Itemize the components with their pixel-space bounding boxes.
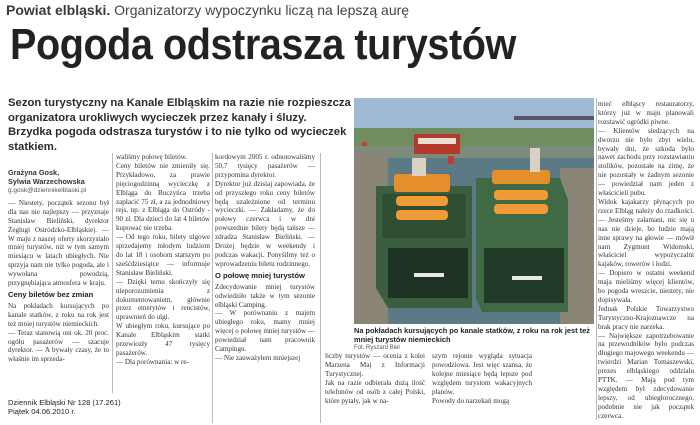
kicker-title: Organizatorzy wypoczynku liczą na lepszą aurę [114, 2, 410, 18]
article-column-1 [8, 168, 109, 392]
lead-paragraph: Sezon turystyczny na Kanale Elbląskim na razie nie rozpieszcza organizatora urokliwych wycieczek przez kanały i śluzy. Brzydka pogoda odstrasza turystów i to nie tylko od wycieczek statkiem. [8, 97, 351, 153]
newspaper-issue: Dziennik Elbląski Nr 128 (17.261) [8, 398, 121, 407]
article-column-6 [598, 100, 694, 420]
paragraph: — Dzięki temu skończyły się nieporozumienia z dokumentowaniem, głównie przez emerytów i rencistów, uprawnień do ulgi. [116, 277, 210, 322]
column-divider [320, 153, 321, 423]
paragraph: szym rejonie wygląda sytuacja powodziowa. Jest więc szansa, że kolejne miesiące będą lepsze pod względem turystom wakacyjnych planów. [432, 352, 532, 396]
paragraph: — Niestety, początek sezonu był dla nas nie najlepszy — przyznaje Stanisław Bieliński, dyrektor Żeglugi Ostródzko-Elbląskiej. — W maju z naszej oferty skorzystało mniej turystów, niż w tym samym miesiącu w latach ubiegłych. Nie sprzyja nam nie tylko pogoda, ale i wywołana powodzią, przygnębiająca atmosfera w kraju. [8, 198, 109, 288]
paragraph: Jednak Polskie Towarzystwo Turystyczno-Krajoznawcze na brak pracy nie narzeka. [598, 304, 694, 331]
article-column-4 [325, 352, 425, 422]
publication-date: Piątek 04.06.2010 r. [8, 407, 76, 416]
photo-caption [354, 326, 594, 353]
paragraph: Widok kajakarzy płynących po rzece Elbląg należy do rzadkości. — Jesteśmy załamani, nic się u nas nie dzieje, bo ludzie mają inne sprawy na głowie — mówił nam Zygmunt Widomski, właściciel wypożyczalni kajaków, rowerów i łodzi. [598, 197, 694, 269]
article-column-5 [432, 352, 532, 422]
paragraph: — Dla porównania: w re- [116, 357, 189, 366]
caption-text: Na pokładach kursujących po kanale statków, z roku na rok jest też mniej turystów niemieckich [354, 326, 590, 344]
paragraph: Jak na razie odbierała dużą ilość telefonów od osób z całej Polski, które pytały, jak w na- [325, 378, 425, 405]
byline [8, 168, 109, 186]
article-kicker [6, 2, 409, 18]
paragraph: — Klientów siedzących na dworzu nie było zbyt wielu, bywały dni, że szkoda było nawet zachodu przy rozstawianiu stolików, pozostałe na zimę, że nie pozostały w żadnym sezonie — powiedział nam jeden z właścicieli pubu. [598, 126, 694, 198]
column-divider [212, 153, 213, 423]
paragraph: mieć elbląscy restauratorzy, którzy już w maju planowali rozstawić ogródki piwne. [598, 100, 694, 126]
author-name: Grażyna Gosk, [8, 168, 60, 177]
author-email: g.gosk@dziennikelblaski.pl [8, 187, 87, 194]
paragraph: — W porównaniu z majem ubiegłego roku, mamy mniej więcej o połowę mniej turystów — powiedział nam pracownik Campingu. [215, 309, 315, 354]
subheading: Ceny biletów bez zmian [8, 289, 94, 299]
canal-boats-photo [354, 98, 594, 324]
paragraph: liczby turystów — ocenia z kolei Marzena Maj z Informacji Turystycznej. [325, 352, 425, 378]
paragraph: kordowym 2005 r. odnotowaliśmy 50,7 tysięcy pasażerów — przypomina dyrektor. [215, 153, 315, 179]
column-divider [596, 98, 597, 420]
column-divider [112, 153, 113, 393]
author-name: Sylwia Warzechowska [8, 177, 85, 186]
paragraph: W ubiegłym roku, kursujące po Kanale Elbląskim statki przewiozły 47 tysięcy pasażerów. [116, 322, 210, 357]
article-column-2 [116, 153, 210, 423]
source-info [8, 398, 121, 416]
paragraph: Na pokładach kursujących po kanale statków, z roku na rok jest też mniej turystów niemieckich. [8, 301, 109, 328]
paragraph: — Dopiero w ostatni weekend maja mieliśmy więcej klientów, bo pogoda wreszcie, niestety, nie dopisywała. [598, 269, 694, 304]
paragraph: — Największe zapotrzebowanie na przewodników było podczas długiego majowego weekendu — twierdzi Marian Tomaszewski, prezes elbląskiego oddziału PTTK. — Mają pod tym względem był zdecydowanie lepszy, od ubiegłorocznego, podobnie nie jak początek czerwca. [598, 331, 694, 420]
paragraph: — Od tego roku, bilety ulgowe sprzedajemy młodym ludziom do lat 18 i osobom starszym po sześćdziesiątce — informuje Stanisław Bieliński. [116, 233, 210, 277]
paragraph: waliśmy połowę biletów. [116, 153, 188, 161]
paragraph: Dyrektor już dzisiaj zapowiada, że od przyszłego roku ceny biletów będą uzależnione od terminu wycieczki. — Zakładamy, że do połowy czerwca i w dni powszednie bilety będą tańsze — zdradza Stanisław Bieliński. — Drożej będzie w weekendy i podczas wakacji. Ponyśilmy też o wprowadzeniu biletu rodzinnego. [215, 179, 315, 268]
paragraph: Powody do narzekań mogą [432, 396, 510, 405]
headline: Pogoda odstrasza turystów [10, 20, 516, 69]
paragraph: Zdecydowanie mniej turystów odwiedziło także w tym sezonie elbląski Camping. [215, 282, 315, 309]
paragraph: — Nie zauważyłem mniejszej [215, 353, 301, 362]
paragraph: — Teraz stanowią oni ok. 20 proc. ogółu pasażerów — szacuje dyrektor. — A bywały czasy, że to właśnie im sprzeda- [8, 328, 109, 364]
subheading: O połowę mniej turystów [215, 270, 305, 280]
photo-credit: Fot. Ryszard Biel [354, 345, 400, 351]
article-column-3 [215, 153, 315, 423]
paragraph: Ceny biletów nie zmieniły się. Przykładowo, za prawie pięciogodzinną wycieczkę z Elbląga do Buczyńca trzeba zapłacić 75 zł, a za jednodniowy rejs, np. z Elbląga do Ostródy - 90 zł. Dla dzieci do lat 4 biletów kupować nie trzeba. [116, 161, 210, 233]
section-label: Powiat elbląski. [6, 2, 111, 18]
